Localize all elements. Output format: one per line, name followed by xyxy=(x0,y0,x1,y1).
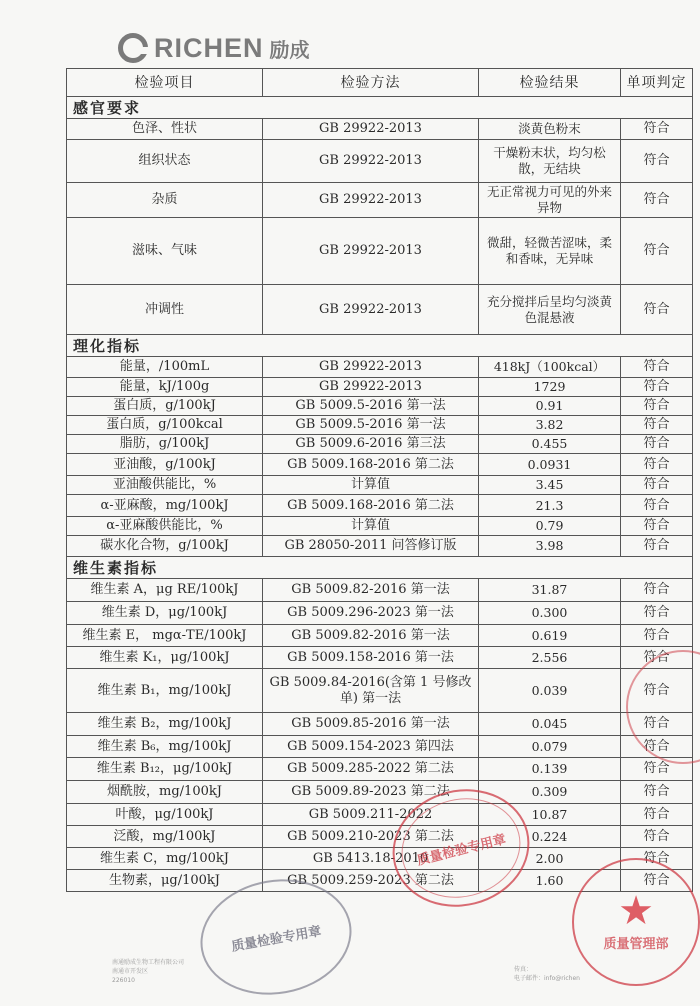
cell-method: GB 5009.89-2023 第二法 xyxy=(263,781,479,804)
cell-result: 2.556 xyxy=(479,647,621,669)
company-logo xyxy=(118,30,310,66)
cell-item: 亚油酸供能比，% xyxy=(67,476,263,495)
cell-method: GB 29922-2013 xyxy=(263,140,479,183)
cell-method: GB 29922-2013 xyxy=(263,218,479,285)
table-row xyxy=(67,435,693,454)
cell-item: α-亚麻酸，mg/100kJ xyxy=(67,495,263,517)
cell-result: 21.3 xyxy=(479,495,621,517)
cell-item: 维生素 E， mgα-TE/100kJ xyxy=(67,625,263,647)
cell-judgement: 符合 xyxy=(621,758,693,781)
table-row xyxy=(67,826,693,848)
cell-judgement: 符合 xyxy=(621,804,693,826)
cell-method: GB 5009.5-2016 第一法 xyxy=(263,397,479,416)
table-row xyxy=(67,517,693,536)
cell-method: GB 5009.5-2016 第一法 xyxy=(263,416,479,435)
table-row xyxy=(67,713,693,736)
cell-result: 淡黄色粉末 xyxy=(479,119,621,140)
logo-text-cn: 励成 xyxy=(269,37,310,62)
table-row xyxy=(67,804,693,826)
cell-result: 0.139 xyxy=(479,758,621,781)
section-row xyxy=(67,97,693,119)
cell-item: 碳水化合物，g/100kJ xyxy=(67,536,263,557)
footer-address: 南通市开发区 xyxy=(112,968,149,975)
table-row xyxy=(67,536,693,557)
table-row xyxy=(67,669,693,713)
cell-judgement: 符合 xyxy=(621,183,693,218)
footer-left xyxy=(112,958,184,985)
cell-method: GB 5009.285-2022 第二法 xyxy=(263,758,479,781)
footer-postcode: 226010 xyxy=(112,977,135,984)
cell-item: 烟酰胺，mg/100kJ xyxy=(67,781,263,804)
cell-judgement: 符合 xyxy=(621,517,693,536)
cell-item: 维生素 A，μg RE/100kJ xyxy=(67,579,263,602)
cell-result: 0.79 xyxy=(479,517,621,536)
table-row xyxy=(67,736,693,758)
cell-item: 维生素 B₁，mg/100kJ xyxy=(67,669,263,713)
cell-result: 1.60 xyxy=(479,870,621,892)
cell-method: GB 5009.82-2016 第一法 xyxy=(263,625,479,647)
table-row xyxy=(67,476,693,495)
cell-method: GB 29922-2013 xyxy=(263,357,479,378)
table-row xyxy=(67,781,693,804)
cell-item: α-亚麻酸供能比，% xyxy=(67,517,263,536)
cell-method: GB 5413.18-2010 xyxy=(263,848,479,870)
cell-item: 组织状态 xyxy=(67,140,263,183)
stamp-label-gray: 质量检验专用章 xyxy=(230,923,323,955)
section-title: 维生素指标 xyxy=(67,557,693,579)
table-row xyxy=(67,119,693,140)
section-row xyxy=(67,557,693,579)
cell-result: 0.224 xyxy=(479,826,621,848)
cell-method: GB 5009.84-2016(含第 1 号修改单) 第一法 xyxy=(263,669,479,713)
cell-judgement: 符合 xyxy=(621,435,693,454)
cell-judgement: 符合 xyxy=(621,848,693,870)
cell-item: 冲调性 xyxy=(67,285,263,335)
cell-item: 维生素 B₂，mg/100kJ xyxy=(67,713,263,736)
table-row xyxy=(67,285,693,335)
cell-result: 干燥粉末状，均匀松散，无结块 xyxy=(479,140,621,183)
cell-item: 叶酸，μg/100kJ xyxy=(67,804,263,826)
table-row xyxy=(67,218,693,285)
section-title: 感官要求 xyxy=(67,97,693,119)
cell-judgement: 符合 xyxy=(621,602,693,625)
footer-company: 南通励成生物工程有限公司 xyxy=(112,959,185,966)
cell-judgement: 符合 xyxy=(621,669,693,713)
cell-item: 维生素 D，μg/100kJ xyxy=(67,602,263,625)
table-header-row xyxy=(67,69,693,97)
cell-result: 0.619 xyxy=(479,625,621,647)
cell-method: GB 29922-2013 xyxy=(263,285,479,335)
table-row xyxy=(67,579,693,602)
cell-judgement: 符合 xyxy=(621,119,693,140)
cell-method: GB 5009.6-2016 第三法 xyxy=(263,435,479,454)
table-row xyxy=(67,183,693,218)
cell-method: GB 5009.168-2016 第二法 xyxy=(263,495,479,517)
cell-method: GB 5009.210-2023 第二法 xyxy=(263,826,479,848)
cell-judgement: 符合 xyxy=(621,357,693,378)
cell-judgement: 符合 xyxy=(621,454,693,476)
cell-result: 0.045 xyxy=(479,713,621,736)
table-row xyxy=(67,357,693,378)
cell-result: 0.309 xyxy=(479,781,621,804)
cell-judgement: 符合 xyxy=(621,536,693,557)
cell-result: 1729 xyxy=(479,378,621,397)
logo-text: RICHEN xyxy=(154,32,264,63)
table-row xyxy=(67,416,693,435)
cell-result: 3.45 xyxy=(479,476,621,495)
cell-method: GB 5009.211-2022 xyxy=(263,804,479,826)
cell-method: GB 5009.85-2016 第一法 xyxy=(263,713,479,736)
cell-item: 生物素，μg/100kJ xyxy=(67,870,263,892)
cell-result: 3.98 xyxy=(479,536,621,557)
cell-item: 维生素 B₆，mg/100kJ xyxy=(67,736,263,758)
star-icon: ★ xyxy=(618,887,654,934)
cell-judgement: 符合 xyxy=(621,579,693,602)
cell-method: 计算值 xyxy=(263,476,479,495)
cell-method: GB 5009.168-2016 第二法 xyxy=(263,454,479,476)
cell-judgement: 符合 xyxy=(621,416,693,435)
cell-judgement: 符合 xyxy=(621,218,693,285)
cell-item: 能量，kJ/100g xyxy=(67,378,263,397)
table-row xyxy=(67,378,693,397)
cell-result: 2.00 xyxy=(479,848,621,870)
cell-item: 维生素 C，mg/100kJ xyxy=(67,848,263,870)
cell-item: 维生素 B₁₂，μg/100kJ xyxy=(67,758,263,781)
cell-item: 泛酸，mg/100kJ xyxy=(67,826,263,848)
cell-result: 0.300 xyxy=(479,602,621,625)
table-row xyxy=(67,397,693,416)
cell-method: 计算值 xyxy=(263,517,479,536)
cell-item: 能量，/100mL xyxy=(67,357,263,378)
table-row xyxy=(67,647,693,669)
footer-email: 电子邮件：info@richen xyxy=(514,975,580,982)
cell-judgement: 符合 xyxy=(621,378,693,397)
header-method: 检验方法 xyxy=(263,69,479,97)
cell-judgement: 符合 xyxy=(621,495,693,517)
header-result: 检验结果 xyxy=(479,69,621,97)
section-title: 理化指标 xyxy=(67,335,693,357)
section-row xyxy=(67,335,693,357)
logo-mark-icon xyxy=(118,33,148,63)
cell-result: 0.079 xyxy=(479,736,621,758)
table-row xyxy=(67,602,693,625)
cell-judgement: 符合 xyxy=(621,647,693,669)
cell-result: 0.91 xyxy=(479,397,621,416)
cell-result: 0.455 xyxy=(479,435,621,454)
cell-judgement: 符合 xyxy=(621,713,693,736)
cell-judgement: 符合 xyxy=(621,870,693,892)
cell-judgement: 符合 xyxy=(621,781,693,804)
cell-judgement: 符合 xyxy=(621,397,693,416)
cell-judgement: 符合 xyxy=(621,625,693,647)
inspection-results-table xyxy=(66,68,693,892)
cell-result: 0.039 xyxy=(479,669,621,713)
header-item: 检验项目 xyxy=(67,69,263,97)
cell-method: GB 29922-2013 xyxy=(263,378,479,397)
cell-result: 10.87 xyxy=(479,804,621,826)
cell-judgement: 符合 xyxy=(621,736,693,758)
table-row xyxy=(67,454,693,476)
footer-right xyxy=(514,965,580,983)
cell-judgement: 符合 xyxy=(621,285,693,335)
stamp-label-dept: 质量管理部 xyxy=(603,936,669,952)
cell-item: 脂肪，g/100kJ xyxy=(67,435,263,454)
cell-method: GB 5009.82-2016 第一法 xyxy=(263,579,479,602)
cell-result: 418kJ（100kcal） xyxy=(479,357,621,378)
cell-method: GB 29922-2013 xyxy=(263,119,479,140)
cell-item: 蛋白质，g/100kJ xyxy=(67,397,263,416)
table-body xyxy=(67,97,693,892)
cell-method: GB 5009.158-2016 第一法 xyxy=(263,647,479,669)
cell-method: GB 5009.259-2023 第二法 xyxy=(263,870,479,892)
cell-result: 充分搅拌后呈均匀淡黄色混悬液 xyxy=(479,285,621,335)
cell-result: 无正常视力可见的外来异物 xyxy=(479,183,621,218)
cell-result: 3.82 xyxy=(479,416,621,435)
table-row xyxy=(67,140,693,183)
header-judgement: 单项判定 xyxy=(621,69,693,97)
table-row xyxy=(67,495,693,517)
cell-judgement: 符合 xyxy=(621,140,693,183)
stamp-label: 质量检验专用章 xyxy=(415,831,508,869)
cell-result: 0.0931 xyxy=(479,454,621,476)
footer-fax: 传真： xyxy=(514,966,533,973)
cell-item: 亚油酸，g/100kJ xyxy=(67,454,263,476)
table-row xyxy=(67,758,693,781)
cell-item: 杂质 xyxy=(67,183,263,218)
table-row xyxy=(67,848,693,870)
cell-method: GB 5009.154-2023 第四法 xyxy=(263,736,479,758)
quality-department-stamp xyxy=(572,858,700,986)
cell-method: GB 5009.296-2023 第一法 xyxy=(263,602,479,625)
cell-method: GB 29922-2013 xyxy=(263,183,479,218)
cell-item: 蛋白质，g/100kcal xyxy=(67,416,263,435)
cell-item: 滋味、气味 xyxy=(67,218,263,285)
cell-judgement: 符合 xyxy=(621,826,693,848)
cell-item: 维生素 K₁，μg/100kJ xyxy=(67,647,263,669)
cell-method: GB 28050-2011 问答修订版 xyxy=(263,536,479,557)
cell-result: 31.87 xyxy=(479,579,621,602)
table-row xyxy=(67,625,693,647)
cell-item: 色泽、性状 xyxy=(67,119,263,140)
cell-judgement: 符合 xyxy=(621,476,693,495)
cell-result: 微甜，轻微苦涩味，柔和香味，无异味 xyxy=(479,218,621,285)
